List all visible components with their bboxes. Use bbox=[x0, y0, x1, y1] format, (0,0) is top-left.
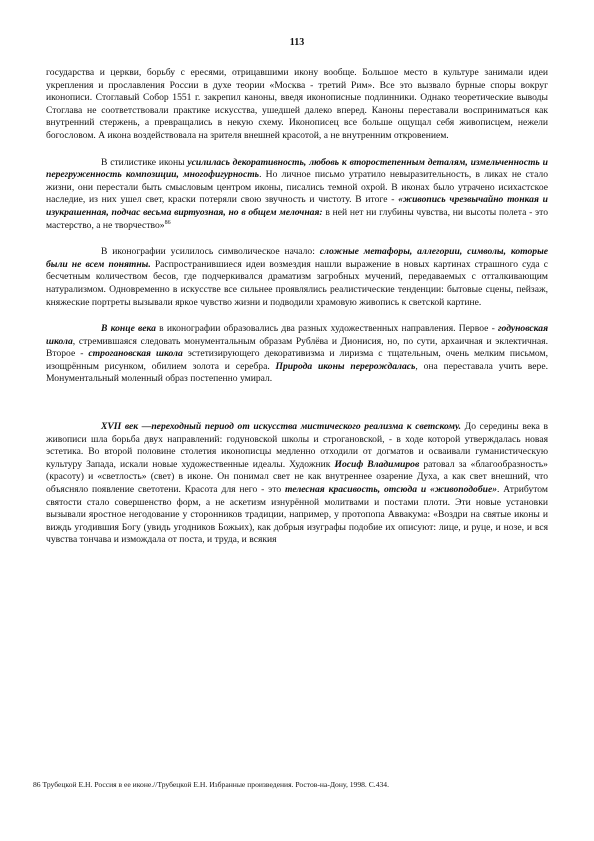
text-run: . Но личное письмо утратило невыразительность, в ликах не стало жизни, они перестали быть смысловым центром иконы, писались темной охрой. В иконах было утрачено исихастское наследие, из них ушел свет, краски потеряли свою звучность и чистоту. В итоге - bbox=[46, 169, 548, 206]
emphasis-text: сложные метафоры, аллегории, символы, которые были не всем понятны. bbox=[46, 246, 548, 270]
page-number: 113 bbox=[289, 37, 305, 48]
body-text bbox=[46, 67, 548, 547]
emphasis-text: В конце века bbox=[101, 323, 156, 335]
emphasis-text: строгановская школа bbox=[88, 348, 183, 360]
text-run: В иконографии усилилось символическое начало: bbox=[101, 246, 320, 258]
text-run: ратовал за «благообразность» (красоту) и «светлость» (свет) в иконе. Он понимал свет не как внутреннее озарение Духа, а как свет внешний, что объясняло появление светотени. Красота для него - это bbox=[46, 458, 548, 496]
text-run: До середины века в живописи шла борьба двух направлений: годуновской школы и строгановской, - в ходе которой утверждалась новая эстетика. Во второй половине столетия иконописцы медленно отходили от догматов и осваивали гуманистическую культуру Запада, искали новые художественные идеалы. Художник bbox=[46, 421, 548, 470]
text-run: в иконографии образовались два разных художественных направления. Первое - bbox=[155, 323, 498, 335]
text-run: государства и церкви, борьбу с ересями, отрицавшими икону вообще. Большое место в культуре занимали идеи укрепления и прославления России в духе теории «Москва - третий Рим». Все это вызвало бурные споры вокруг иконописи. Стоглавый Собор 1551 г. закрепил каноны, введя иконописные подлинники. Однако теоретические выводы Стоглава не соответствовали практике искусства, ушедшей далеко вперед. Каноны переставали восприниматься как внутренний стержень, а превращались в некую схему. Иконописец все больше ощущал себя живописцем, нежели богословом. А икона воздействовала на зрителя внешней красотой, а не внутренним откровением. bbox=[46, 67, 548, 141]
text-run: , стремившаяся следовать монументальным образам Рублёва и Дионисия, но, по сути, архаичная и эклектичная. Второе - bbox=[46, 335, 548, 360]
text-run: Распространившиеся идеи возмездия нашли выражение в новых картинах страшного суда с бесчетным количеством бесов, где подчеркивался драматизм загробных мучений, передаваемых с отталкивающим натурализмом. Одновременно в искусстве все сильнее проявлялись реалистические тенденции: бытовые сцены, пейзаж, княжеские портреты вызывали яркое чувство жизни и подводили храмовую живопись к светской картине. bbox=[46, 258, 548, 308]
emphasis-text: телесная красивость, отсюда и «живоподобие» bbox=[285, 484, 497, 496]
footnote-ref: 86 bbox=[164, 219, 171, 226]
emphasis-text: годуновская школа bbox=[46, 323, 549, 347]
text-run: в ней нет ни глубины чувства, ни высоты полета - это мастерство, а не творчество» bbox=[46, 206, 549, 231]
paragraph-church-and-state bbox=[46, 67, 548, 143]
paragraph-iconography-symbolism bbox=[46, 246, 548, 309]
emphasis-text: Природа иконы перерождалась bbox=[275, 360, 416, 372]
text-run: В стилистике иконы bbox=[101, 156, 188, 168]
footnote-86: 86 Трубецкой Е.Н. Россия в ее иконе.//Трубецкой Е.Н. Избранные произведения. Ростов-на-Дону, 1998. С.434. bbox=[33, 780, 389, 789]
text-run: эстетизирующего декоративизма и лиризма с тщательным, очень мелким письмом, изощрённым рисунком, обилием золота и серебра. bbox=[46, 348, 548, 372]
paragraph-end-of-century-schools bbox=[46, 323, 548, 386]
paragraph-seventeenth-century bbox=[46, 421, 548, 547]
paragraph-icon-style bbox=[46, 157, 548, 233]
emphasis-text: XVII век —переходный период от искусства мистического реализма к светскому. bbox=[101, 421, 462, 433]
emphasis-text: «живопись чрезвычайно тонкая и изукрашенная, подчас весьма виртуозная, но в общем мелочная: bbox=[46, 194, 548, 218]
text-run: . Атрибутом святости стало совершенство форм, а не аскетизм изнурённой молитвами и постами плоти. Эти новые установки вызывали яростное негодование у сторонников традиции, например, у протопопа Аввакума: «Воздри на святые иконы и виждь угодившия Богу (увидь угодников Божьих), как добрыя изуграфы подобие их описуют: лице, и руце, и нозе, и вся чувства тончава и измождала от поста, и труда, и всякия bbox=[46, 484, 548, 546]
emphasis-text: усилилась декоративность, любовь к второстепенным деталям, измельченность и перегруженность композиции, многофигурность bbox=[46, 156, 548, 181]
emphasis-text: Иосиф Владимиров bbox=[334, 458, 420, 470]
text-run: , она переставала учить вере. Монументальный моленный образ постепенно умирал. bbox=[46, 360, 548, 385]
